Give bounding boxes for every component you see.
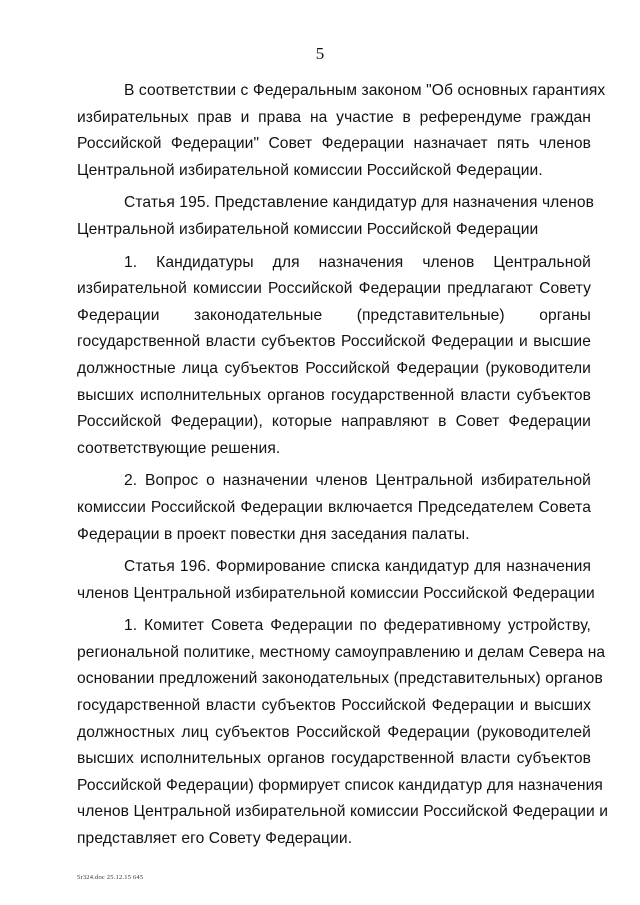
article-196-heading	[77, 554, 595, 607]
text-line: 2. Вопрос о назначении членов Центральной избирательной	[124, 472, 591, 490]
text-line: должностные лица субъектов Российской Федерации (руководители	[77, 359, 591, 377]
text-line: региональной политике, местному самоуправлению и делам Севера на	[77, 643, 606, 661]
text-line: должностных лиц субъектов Российской Федерации (руководителей	[77, 723, 591, 741]
text-line: Российской Федерации) формирует список кандидатур для назначения	[77, 776, 603, 794]
article-195-heading	[77, 190, 595, 243]
document-footer-code: 5r324.doc 25.12.15 645	[77, 874, 144, 881]
text-line: Статья 195. Представление кандидатур для назначения членов	[124, 194, 595, 212]
text-line: соответствующие решения.	[77, 439, 281, 457]
text-line: избирательных прав и права на участие в референдуме граждан	[77, 108, 591, 126]
text-line: высших исполнительных органов государственной власти субъектов	[77, 386, 591, 404]
text-line: членов Центральной избирательной комиссии Российской Федерации	[77, 584, 595, 602]
text-line: высших исполнительных органов государственной власти субъектов	[77, 750, 591, 768]
text-line: основании предложений законодательных (представительных) органов	[77, 670, 603, 688]
page-number: 5	[315, 44, 325, 63]
text-line: представляет его Совету Федерации.	[77, 830, 353, 848]
text-line: Российской Федерации), которые направляют в Совет Федерации	[77, 413, 591, 431]
text-line: 1. Комитет Совета Федерации по федеративному устройству,	[124, 617, 591, 635]
text-line: Федерации законодательные (представительные) органы	[77, 306, 591, 324]
text-line: государственной власти субъектов Российской Федерации и высших	[77, 697, 591, 715]
document-body	[77, 78, 609, 853]
paragraph-art195-item1	[77, 250, 591, 463]
text-line: комиссии Российской Федерации включается Председателем Совета	[77, 498, 591, 516]
text-line: В соответствии с Федеральным законом "Об основных гарантиях	[124, 82, 606, 99]
text-line: избирательной комиссии Российской Федерации предлагают Совету	[77, 280, 591, 298]
text-line: 1. Кандидатуры для назначения членов Центральной	[124, 253, 591, 271]
text-line: членов Центральной избирательной комиссии Российской Федерации и	[77, 803, 609, 821]
text-line: Центральной избирательной комиссии Российской Федерации	[77, 220, 539, 238]
text-line: Федерации в проект повестки дня заседания палаты.	[77, 525, 470, 543]
paragraph-intro	[77, 78, 606, 184]
text-line: Российской Федерации" Совет Федерации назначает пять членов	[77, 135, 591, 153]
text-line: Статья 196. Формирование списка кандидатур для назначения	[124, 558, 591, 576]
text-line: Центральной избирательной комиссии Российской Федерации.	[77, 161, 543, 179]
paragraph-art196-item1	[77, 613, 609, 852]
text-line: государственной власти субъектов Российской Федерации и высшие	[77, 333, 591, 351]
paragraph-art195-item2	[77, 468, 591, 548]
